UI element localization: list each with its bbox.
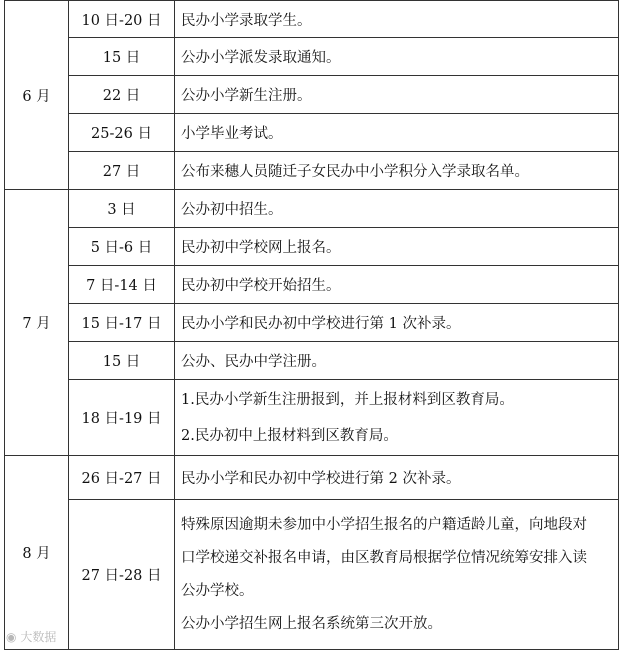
event-cell: [175, 38, 619, 76]
month-cell-june: 6 月: [5, 1, 69, 190]
event-text: 公办学校。: [181, 582, 254, 599]
event-text: 公办小学新生注册。: [181, 88, 312, 104]
date-cell: 15 日: [69, 342, 175, 380]
event-text: 公布来穗人员随迁子女民办中小学积分入学录取名单。: [181, 164, 529, 180]
table-row: [5, 114, 619, 152]
month-cell-august: 8 月: [5, 456, 69, 650]
event-cell: [175, 152, 619, 190]
table-row: [5, 38, 619, 76]
weibo-icon: ◉: [6, 630, 17, 644]
event-cell: [175, 380, 619, 456]
table-row: [5, 152, 619, 190]
event-text: 民办小学和民办初中学校进行第 1 次补录。: [181, 316, 461, 332]
event-text: 民办初中学校开始招生。: [181, 278, 341, 294]
month-cell-july: 7 月: [5, 190, 69, 456]
event-cell: [175, 228, 619, 266]
table-row: [5, 1, 619, 38]
event-cell: [175, 114, 619, 152]
date-cell: 27 日-28 日: [69, 500, 175, 650]
table-row: [5, 304, 619, 342]
table-row: [5, 456, 619, 500]
event-text: 公办初中招生。: [181, 202, 283, 218]
event-text: 特殊原因逾期未参加中小学招生报名的户籍适龄儿童，向地段对: [181, 516, 587, 533]
date-cell: 10 日-20 日: [69, 1, 175, 38]
table-row: [5, 266, 619, 304]
schedule-table: [4, 0, 619, 650]
event-text: 1.民办小学新生注册报到，并上报材料到区教育局。: [181, 391, 514, 408]
date-cell: 26 日-27 日: [69, 456, 175, 500]
event-text: 公办、民办中学注册。: [181, 354, 326, 370]
event-cell: [175, 1, 619, 38]
table-row: [5, 500, 619, 650]
table-row: [5, 380, 619, 456]
event-cell: [175, 266, 619, 304]
event-cell: [175, 456, 619, 500]
event-cell: [175, 76, 619, 114]
event-text: 口学校递交补报名申请，由区教育局根据学位情况统筹安排入读: [181, 549, 587, 566]
date-cell: 27 日: [69, 152, 175, 190]
date-cell: 22 日: [69, 76, 175, 114]
event-text: 民办小学录取学生。: [181, 12, 312, 29]
date-cell: 5 日-6 日: [69, 228, 175, 266]
event-text: 公办小学招生网上报名系统第三次开放。: [181, 615, 442, 632]
watermark-logo: [6, 628, 56, 645]
event-cell: [175, 500, 619, 650]
event-text: 2.民办初中上报材料到区教育局。: [181, 427, 398, 444]
table-row: [5, 76, 619, 114]
date-cell: 3 日: [69, 190, 175, 228]
date-cell: 15 日: [69, 38, 175, 76]
table-row: [5, 190, 619, 228]
event-cell: [175, 342, 619, 380]
event-text: 民办初中学校网上报名。: [181, 240, 341, 256]
date-cell: 15 日-17 日: [69, 304, 175, 342]
event-text: 公办小学派发录取通知。: [181, 50, 341, 66]
event-text: 民办小学和民办初中学校进行第 2 次补录。: [181, 471, 461, 487]
event-cell: [175, 304, 619, 342]
event-cell: [175, 190, 619, 228]
date-cell: 7 日-14 日: [69, 266, 175, 304]
watermark-text: 大数据: [20, 630, 57, 644]
table-row: [5, 342, 619, 380]
event-text: 小学毕业考试。: [181, 126, 283, 142]
date-cell: 18 日-19 日: [69, 380, 175, 456]
date-cell: 25-26 日: [69, 114, 175, 152]
table-row: [5, 228, 619, 266]
